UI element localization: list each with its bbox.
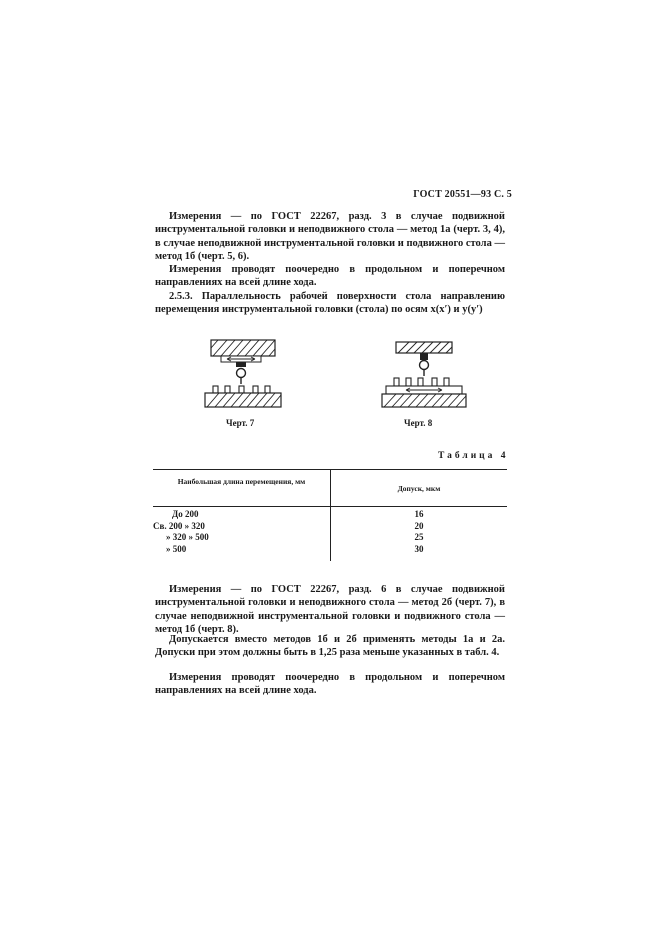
fig8-holder <box>420 353 428 360</box>
paragraph-text: Измерения — по ГОСТ 22267, разд. 3 в случае подвижной инструментальной головки и неподвижного стола — метод 1а (черт. 3, 4), в случае неподвижной инструментальной головки и подвижного стола — метод 1б (черт. 5, 6). <box>155 211 505 262</box>
row-length: До 200 <box>172 509 199 519</box>
fig8-indicator-icon <box>420 361 429 370</box>
paragraph-text: Допускается вместо методов 1б и 2б применять методы 1а и 2а. Допуски при этом должны быть в 1,25 раза меньше указанных в табл. 4. <box>155 634 505 659</box>
paragraph-text: Измерения — по ГОСТ 22267, разд. 6 в случае подвижной инструментальной головки и неподвижного стола — метод 2б (черт. 7), в случае неподвижной инструментальной головки и подвижного стола — метод 1б (черт. 8). <box>155 584 505 635</box>
paragraph-text: Измерения проводят поочередно в продольном и поперечном направлениях на всей длине хода. <box>155 672 505 697</box>
paragraph-allowance <box>155 633 505 660</box>
section-title-text: 2.5.3. Параллельность рабочей поверхности стола направлению перемещения инструментальной головки (стола) по осям x(x′) и y(y′) <box>155 291 505 316</box>
paragraph-measurements-4 <box>155 671 505 698</box>
paragraph-text: Измерения проводят поочередно в продольном и поперечном направлениях на всей длине хода. <box>155 264 505 289</box>
paragraph-measurements-1 <box>155 210 505 263</box>
table-row <box>153 521 507 533</box>
table-header-tolerance: Допуск, мкм <box>397 484 441 493</box>
fig8-blocks <box>394 378 449 386</box>
row-tolerance: 30 <box>414 543 424 554</box>
row-length: » 500 <box>166 543 187 554</box>
table-row <box>153 509 507 521</box>
table-title: Таблица 4 <box>438 451 509 461</box>
row-length: Св. 200 » 320 <box>153 520 205 531</box>
table-header-length: Наибольшая длина перемещения, мм <box>177 477 306 486</box>
row-length: » 320 » 500 <box>166 532 209 542</box>
paragraph-measurements-3 <box>155 583 505 636</box>
figure-8-diagram <box>380 338 468 410</box>
figure-7-diagram <box>203 338 283 410</box>
page-header: ГОСТ 20551—93 С. 5 <box>413 189 512 200</box>
fig7-holder <box>236 362 246 367</box>
tolerance-table <box>153 469 507 561</box>
row-tolerance: 16 <box>414 509 424 519</box>
fig7-blocks <box>213 386 270 393</box>
row-tolerance: 25 <box>414 532 424 542</box>
table-row <box>153 544 507 556</box>
fig7-indicator-icon <box>237 369 246 378</box>
paragraph-measurements-2 <box>155 263 505 290</box>
table-row <box>153 532 507 544</box>
row-tolerance: 20 <box>414 520 424 531</box>
table-body <box>153 509 507 555</box>
section-2-5-3-heading <box>155 290 505 317</box>
figure-8-caption: Черт. 8 <box>404 418 433 428</box>
figure-7-caption: Черт. 7 <box>226 418 255 428</box>
